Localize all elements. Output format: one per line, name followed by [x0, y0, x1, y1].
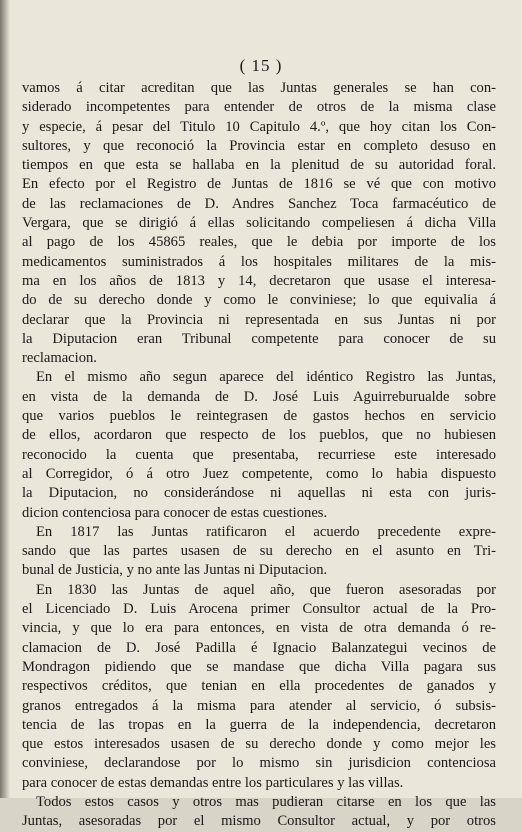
- text-line: Mondragon pidiendo que se mandase que dicha Villa pagara sus: [22, 658, 496, 675]
- text-line: Juntas, asesoradas por el mismo Consultor actual, y por otros: [22, 813, 496, 830]
- text-line: bunal de Justicia, y no ante las Juntas ni Diputacion.: [22, 562, 328, 579]
- text-line: que varios pueblos le reintegrasen de gastos hechos en servicio: [22, 408, 496, 425]
- text-line: que estos interesados usasen de su derecho donde y como mejor les: [22, 736, 496, 753]
- text-line: tiempos en que esta se hallaba en la plenitud de su autoridad foral.: [22, 157, 496, 174]
- text-line: la Diputacion, no considerándose ni aquellas ni esta con juris-: [22, 485, 496, 502]
- text-line: clamacion de D. José Padilla é Ignacio Balanzategui vecinos de: [22, 639, 496, 656]
- text-line: ma en los años de 1813 y 14, decretaron que usase el interesa-: [22, 272, 496, 289]
- text-line: de ellos, acordaron que respecto de los pueblos, que no hubiesen: [22, 427, 496, 444]
- text-line: declarar que la Provincia ni representada en sus Juntas ni por: [22, 311, 496, 328]
- text-line: y especie, á pesar del Titulo 10 Capitulo 4.º, que hoy citan los Con-: [22, 118, 496, 135]
- text-line: sultores, y que reconoció la Provincia estar en completo desuso en: [22, 137, 496, 154]
- text-line: al pago de los 45865 reales, que le debia por importe de los: [22, 234, 496, 251]
- body-text: [22, 79, 496, 832]
- text-line: Todos estos casos y otros mas pudieran citarse en los que las: [36, 793, 496, 810]
- text-line: tencia de las tropas en la guerra de la independencia, decretaron: [22, 716, 496, 733]
- text-line: al Corregidor, ó á otro Juez competente, como lo habia dispuesto: [22, 465, 496, 482]
- text-line: En el mismo año segun aparece del idéntico Registro las Juntas,: [36, 369, 496, 386]
- text-line: en vista de la demanda de D. José Luis Aguirreburualde sobre: [22, 388, 496, 405]
- text-line: vamos á citar acreditan que las Juntas generales se han con-: [22, 80, 496, 96]
- text-line: Vergara, que se dirigió á ellas solicitando compeliesen á dicha Villa: [22, 215, 496, 232]
- text-line: la Diputacion eran Tribunal competente para conocer de su: [22, 330, 496, 347]
- text-line: En efecto por el Registro de Juntas de 1816 se vé que con motivo: [22, 176, 496, 193]
- text-line: reconocido la cuenta que presentaba, recurriese este interesado: [22, 446, 496, 463]
- text-line: respectivos créditos, que tenian en ella procedentes de ganados y: [22, 678, 496, 695]
- text-line: siderado incompetentes para entender de otros de la misma clase: [22, 99, 496, 116]
- page-gutter-shadow: [0, 0, 10, 798]
- text-line: el Licenciado D. Luis Arocena primer Consultor actual de la Pro-: [22, 601, 496, 618]
- text-line: conviniese, declarandose por lo mismo sin jurisdicion contenciosa: [22, 755, 496, 772]
- text-line: reclamacion.: [22, 350, 97, 367]
- text-line: sando que las partes usasen de su derecho en el asunto en Tri-: [22, 543, 496, 560]
- text-line: vincia, y que lo era para entonces, en vista de otra demanda ó re-: [22, 620, 496, 637]
- text-line: de las reclamaciones de D. Andres Sanchez Toca farmacéutico de: [22, 195, 496, 212]
- text-line: medicamentos suministrados á los hospitales militares de la mis-: [22, 253, 496, 270]
- text-line: dicion contenciosa para conocer de estas cuestiones.: [22, 504, 328, 521]
- text-line: En 1817 las Juntas ratificaron el acuerdo precedente expre-: [36, 523, 496, 540]
- text-line: En 1830 las Juntas de aquel año, que fueron asesoradas por: [36, 581, 496, 598]
- page-number: ( 15 ): [239, 56, 283, 75]
- text-line: para conocer de estas demandas entre los particulares y las villas.: [22, 774, 404, 791]
- text-line: granos entregados á la misma para atender al servicio, ó subsis-: [22, 697, 496, 714]
- text-line: do de su derecho donde y como le conviniese; lo que equivalia á: [22, 292, 496, 309]
